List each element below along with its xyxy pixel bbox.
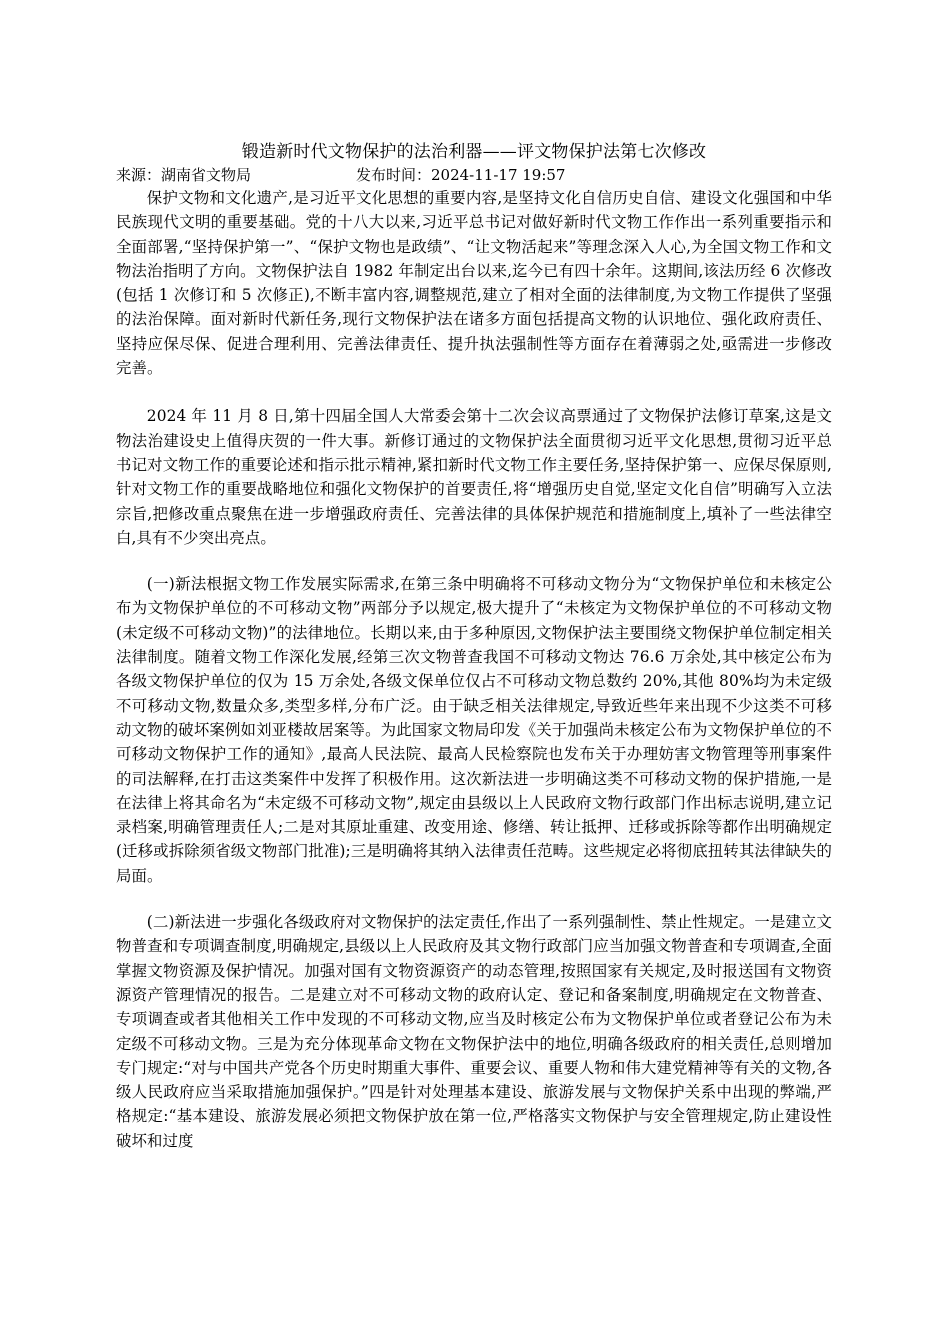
publish-time: 发布时间：2024-11-17 19:57 — [356, 166, 566, 184]
document-title: 锻造新时代文物保护的法治利器——评文物保护法第七次修改 — [241, 142, 707, 162]
paragraph: (二)新法进一步强化各级政府对文物保护的法定责任,作出了一系列强制性、禁止性规定。一是建立文物普查和专项调查制度,明确规定,县级以上人民政府及其文物行政部门应当加强文物普查和专项调查,全面掌握文物资源及保护情况。加强对国有文物资源资产的动态管理,按照国家有关规定,及时报送国有文物资源资产管理情况的报告。二是建立对不可移动文物的政府认定、登记和备案制度,明确规定在文物普查、专项调查或者其他相关工作中发现的不可移动文物,应当及时核定公布为文物保护单位或者登记公布为未定级不可移动文物。三是为充分体现革命文物在文物保护法中的地位,明确各级政府的相关责任,总则增加专门规定:“对与中国共产党各个历史时期重大事件、重要会议、重要人物和伟大建党精神等有关的文物,各级人民政府应当采取措施加强保护。”四是针对处理基本建设、旅游发展与文物保护关系中出现的弊端,严格规定:“基本建设、旅游发展必须把文物保护放在第一位,严格落实文物保护与安全管理规定,防止建设性破坏和过度 — [116, 913, 832, 1150]
document-page — [116, 140, 832, 1175]
paragraph: (一)新法根据文物工作发展实际需求,在第三条中明确将不可移动文物分为“文物保护单位和未核定公布为文物保护单位的不可移动文物”两部分予以规定,极大提升了“未核定为文物保护单位的不可移动文物(未定级不可移动文物)”的法律地位。长期以来,由于多种原因,文物保护法主要围绕文物保护单位制定相关法律制度。随着文物工作深化发展,经第三次文物普查我国不可移动文物达 76.6 万余处,其中核定公布为各级文物保护单位的仅为 15 万余处,各级文保单位仅占不可移动文物总数约 20%,其他 80%均为未定级不可移动文物,数量众多,类型多样,分布广泛。由于缺乏相关法律规定,导致近些年来出现不少这类不可移动文物的破坏案例如刘亚楼故居案等。为此国家文物局印发《关于加强尚未核定公布为文物保护单位的不可移动文物保护工作的通知》,最高人民法院、最高人民检察院也发布关于办理妨害文物管理等刑事案件的司法解释,在打击这类案件中发挥了积极作用。这次新法进一步明确这类不可移动文物的保护措施,一是在法律上将其命名为“未定级不可移动文物”,规定由县级以上人民政府文物行政部门作出标志说明,建立记录档案,明确管理责任人;二是对其原址重建、改变用途、修缮、转让抵押、迁移或拆除等都作出明确规定(迁移或拆除须省级文物部门批准);三是明确将其纳入法律责任范畴。这些规定必将彻底扭转其法律缺失的局面。 — [116, 575, 832, 885]
paragraph: 2024 年 11 月 8 日,第十四届全国人大常委会第十二次会议高票通过了文物保护法修订草案,这是文物法治建设史上值得庆贺的一件大事。新修订通过的文物保护法全面贯彻习近平文化思想,贯彻习近平总书记对文物工作的重要论述和指示批示精神,紧扣新时代文物工作主要任务,坚持保护第一、应保尽保原则,针对文物工作的重要战略地位和强化文物保护的首要责任,将“增强历史自觉,坚定文化自信”明确写入立法宗旨,把修改重点聚焦在进一步增强政府责任、完善法律的具体保护规范和措施制度上,填补了一些法律空白,具有不少突出亮点。 — [116, 407, 832, 547]
document-meta — [116, 164, 832, 186]
source-label: 来源：湖南省文物局 — [116, 166, 252, 184]
paragraph: 保护文物和文化遗产,是习近平文化思想的重要内容,是坚持文化自信历史自信、建设文化强国和中华民族现代文明的重要基础。党的十八大以来,习近平总书记对做好新时代文物工作作出一系列重要指示和全面部署,“坚持保护第一”、“保护文物也是政绩”、“让文物活起来”等理念深入人心,为全国文物工作和文物法治指明了方向。文物保护法自 1982 年制定出台以来,迄今已有四十余年。这期间,该法历经 6 次修改(包括 1 次修订和 5 次修正),不断丰富内容,调整规范,建立了相对全面的法律制度,为文物工作提供了坚强的法治保障。面对新时代新任务,现行文物保护法在诸多方面包括提高文物的认识地位、强化政府责任、坚持应保尽保、促进合理利用、完善法律责任、提升执法强制性等方面存在着薄弱之处,亟需进一步修改完善。 — [116, 189, 832, 378]
